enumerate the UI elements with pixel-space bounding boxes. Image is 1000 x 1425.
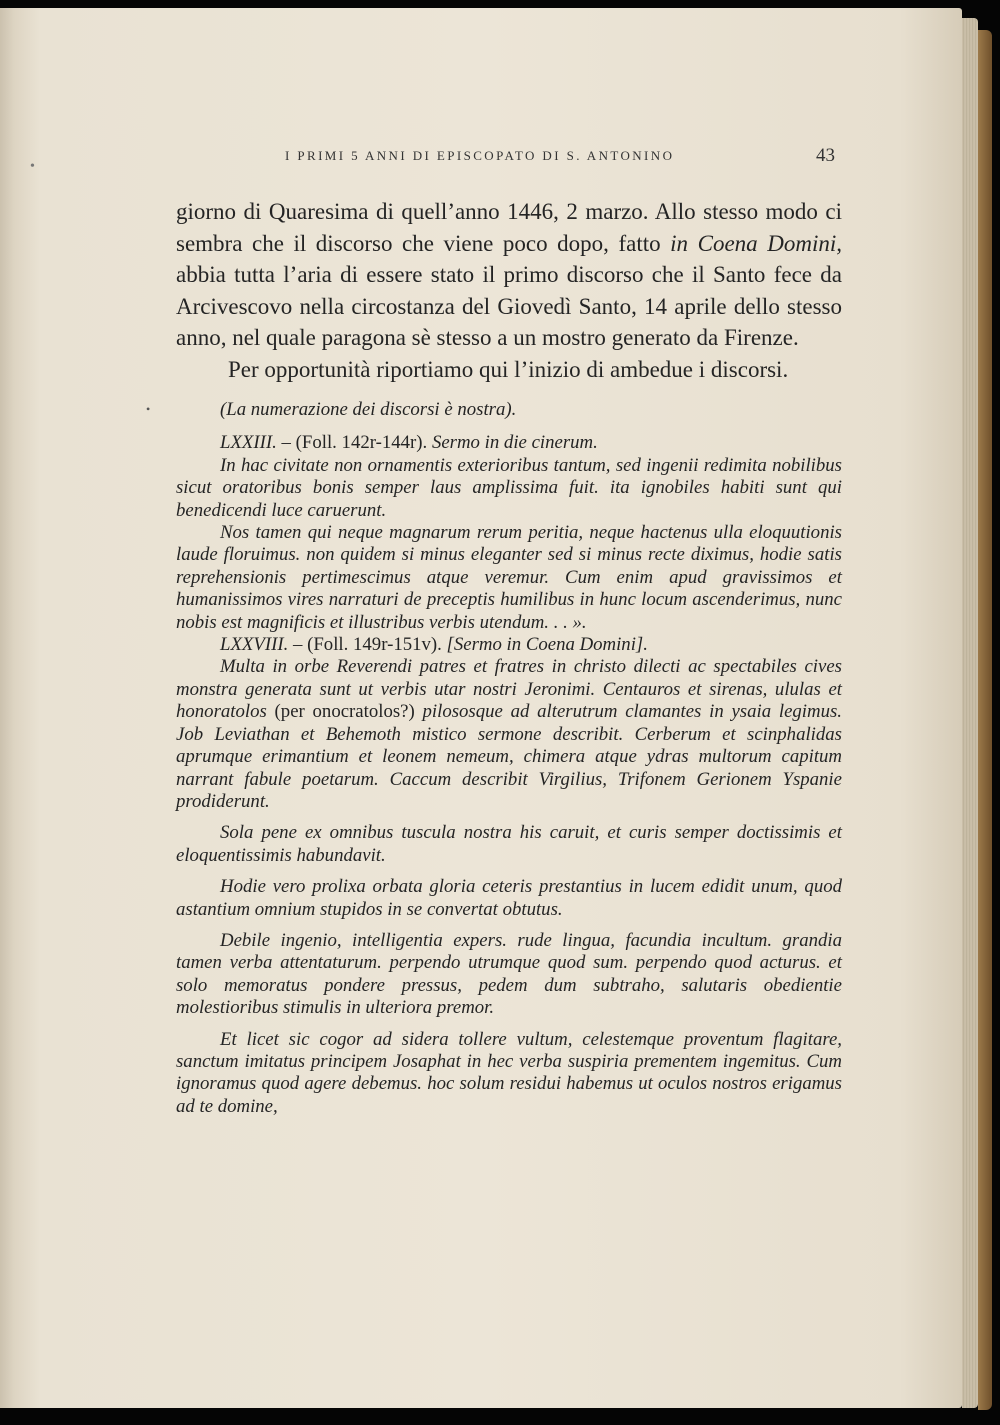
editorial-note: (La numerazione dei discorsi è nostra).: [220, 399, 517, 420]
book-cover-edge: [978, 30, 992, 1410]
sermon-heading-2: [176, 634, 842, 656]
paragraph-text: pilososque ad alterutrum clamantes in ysaia legimus. Job Leviathan et Behemoth mistico sermone describit. Cerberum et scinphalidas aprumque erimantium et leonem nemeum, chimera atque ydras multorum capitum narrant fabule poetarum. Caccum describit Virgilius, Trifonem Gerionem Yspanie prodiderunt.: [176, 701, 842, 812]
paragraph-text: Per opportunità riportiamo qui l’inizio di ambedue i discorsi.: [228, 356, 789, 382]
sermon-title: Sermo in die cinerum.: [431, 432, 598, 454]
folio-reference: – (Foll. 142r-144r).: [276, 432, 432, 454]
sermon-number: LXXVIII.: [220, 634, 289, 656]
paragraph-italic: in Coena Domini,: [670, 230, 842, 256]
sermon-2-paragraph: Hodie vero prolixa orbata gloria ceteris prestantius in lucem edidit unum, quod astantium omnium stupidos in se convertat obtutus.: [176, 876, 842, 920]
page-stack-edge: [962, 18, 978, 1408]
sermon-2-paragraph: Sola pene ex omnibus tuscula nostra his caruit, et curis semper doctissimis et eloquentissimis habundavit.: [176, 822, 842, 866]
page-number: 43: [816, 145, 835, 166]
margin-mark: •: [146, 402, 151, 416]
sermon-1-paragraph: Nos tamen qui neque magnarum rerum peritia, neque hactenus ulla eloquutionis laude floruimus. non quidem si minus eleganter sed si minus recte diximus, hodie satis reprehensionis pertimescimus atque veremur. Cum enim apud gravissimos et humanissimos vires narraturi de preceptis humilibus in hunc locum ascenderimus, nunc nobis est magnificis et illustribus verbis utendum. . . ».: [176, 522, 842, 633]
margin-mark: •: [30, 159, 35, 174]
paragraph-text: abbia tutta l’aria di essere stato il primo discorso che il Santo fece da Arcivescovo nella circostanza del Giovedì Santo, 14 aprile dello stesso anno, nel quale paragona sè stesso a un mostro generato da Firenze.: [176, 262, 842, 350]
paragraph-text: Multa in orbe Reverendi patres et fratres in christo dilecti ac spectabiles cives monstra generata sunt ut verbis utar nostri Jeronimi. Centauros et sirenas, ululas et honoratolos: [176, 656, 842, 723]
paragraph-intro: [176, 196, 842, 354]
editorial-insert: (per onocratolos?): [274, 701, 415, 723]
page-body: [176, 196, 842, 1118]
paragraph-text: giorno di Quaresima di quell’anno 1446, 2 marzo. Allo stesso modo ci sembra che il discorso che viene poco dopo, fatto: [176, 199, 842, 256]
sermon-heading-1: [176, 432, 842, 454]
sermon-title: [Sermo in Coena Domini].: [446, 634, 648, 656]
sermon-1-paragraph: In hac civitate non ornamentis exterioribus tantum, sed ingenii redimita nobilibus sicut oratoribus bonis semper laus amplissima fuit. ita ignobiles habiti sunt qui benedicendi luce caruerunt.: [176, 454, 842, 521]
sermon-number: LXXIII.: [220, 432, 277, 454]
folio-reference: – (Foll. 149r-151v).: [288, 634, 447, 656]
running-title: I PRIMI 5 ANNI DI EPISCOPATO DI S. ANTONINO: [285, 148, 675, 163]
sermon-2-paragraph: [176, 656, 842, 813]
paragraph-transition: [176, 354, 842, 386]
sermon-2-paragraph: Et licet sic cogor ad sidera tollere vultum, celestemque proventum flagitare, sanctum imitatus principem Josaphat in hec verba suspiria prementem ingemitus. Cum ignoramus quod agere debemus. hoc solum residui habemus ut oculos nostros erigamus ad te domine,: [176, 1028, 842, 1117]
sermon-2-paragraph: Debile ingenio, intelligentia expers. rude lingua, facundia incultum. grandia tamen verba attentaturum. perpendo utrumque quod sum. perpendo quod acturus. et solo memoratus pondere pressus, pedem dum subtraho, salutaris obedientie molestioribus stimulis in ulteriora premor.: [176, 929, 842, 1019]
